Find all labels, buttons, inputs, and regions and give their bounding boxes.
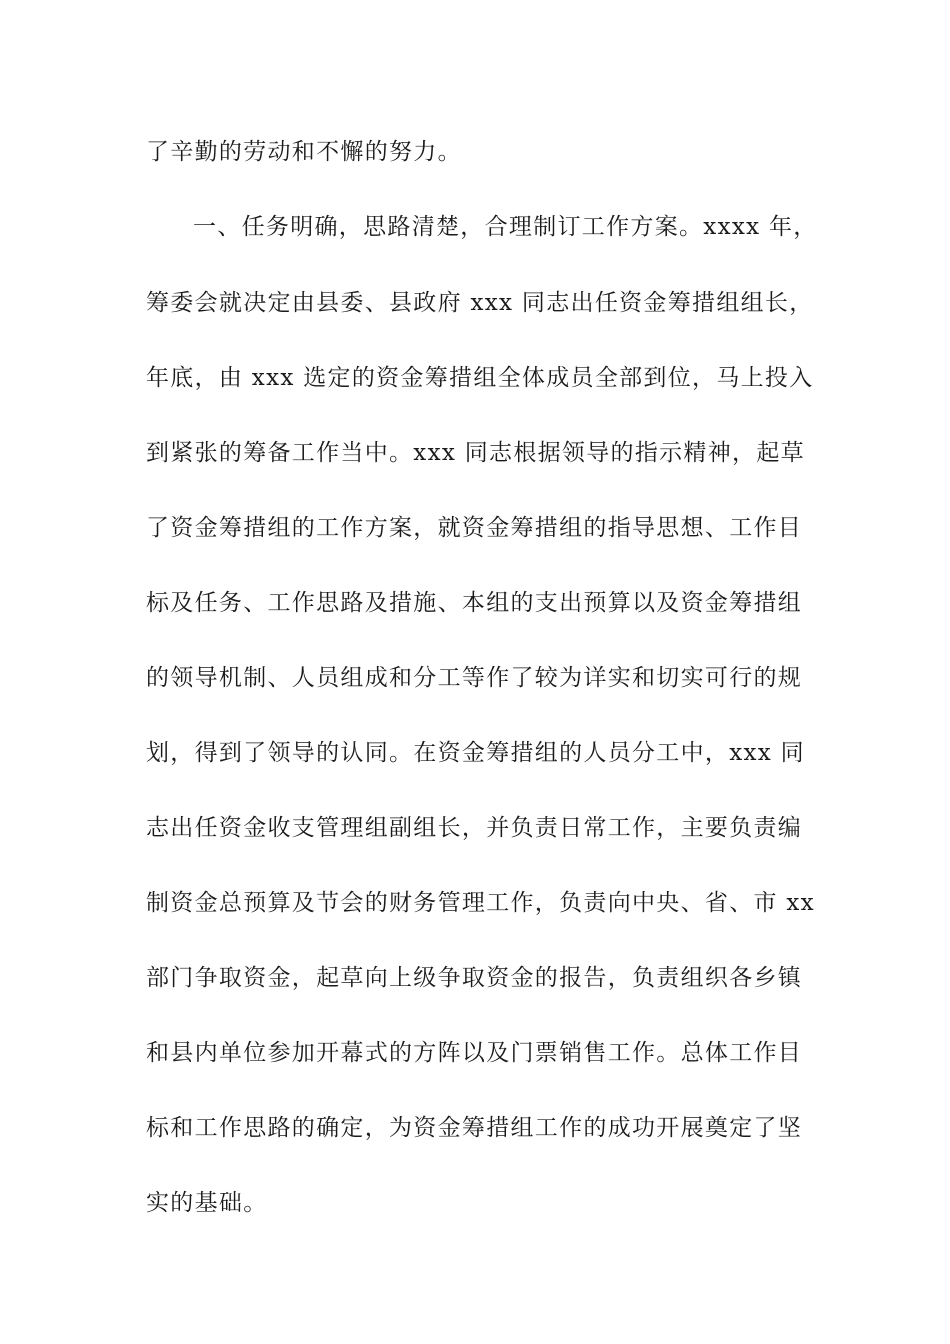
text-line-1: 了辛勤的劳动和不懈的努力。 [146, 139, 462, 165]
text-line-15: 实的基础。 [146, 1190, 268, 1216]
text-line-3: 筹委会就决定由县委、县政府 xxx 同志出任资金筹措组组长， [146, 290, 814, 316]
text-line-8: 的领导机制、人员组成和分工等作了较为详实和切实可行的规 [146, 665, 803, 691]
text-line-4: 年底，由 xxx 选定的资金筹措组全体成员全部到位，马上投入 [146, 365, 814, 391]
text-line-6: 了资金筹措组的工作方案，就资金筹措组的指导思想、工作目 [146, 515, 803, 541]
text-line-12: 部门争取资金，起草向上级争取资金的报告，负责组织各乡镇 [146, 965, 803, 991]
text-line-13: 和县内单位参加开幕式的方阵以及门票销售工作。总体工作目 [146, 1040, 803, 1066]
text-line-11: 制资金总预算及节会的财务管理工作，负责向中央、省、市 xx [146, 890, 815, 916]
text-line-9: 划，得到了领导的认同。在资金筹措组的人员分工中，xxx 同 [146, 740, 805, 766]
text-line-10: 志出任资金收支管理组副组长，并负责日常工作，主要负责编 [146, 815, 803, 841]
text-line-2: 一、任务明确，思路清楚，合理制订工作方案。xxxx 年， [193, 214, 818, 240]
text-line-14: 标和工作思路的确定，为资金筹措组工作的成功开展奠定了坚 [146, 1115, 803, 1141]
text-line-5: 到紧张的筹备工作当中。xxx 同志根据领导的指示精神，起草 [146, 440, 805, 466]
text-line-7: 标及任务、工作思路及措施、本组的支出预算以及资金筹措组 [146, 590, 803, 616]
